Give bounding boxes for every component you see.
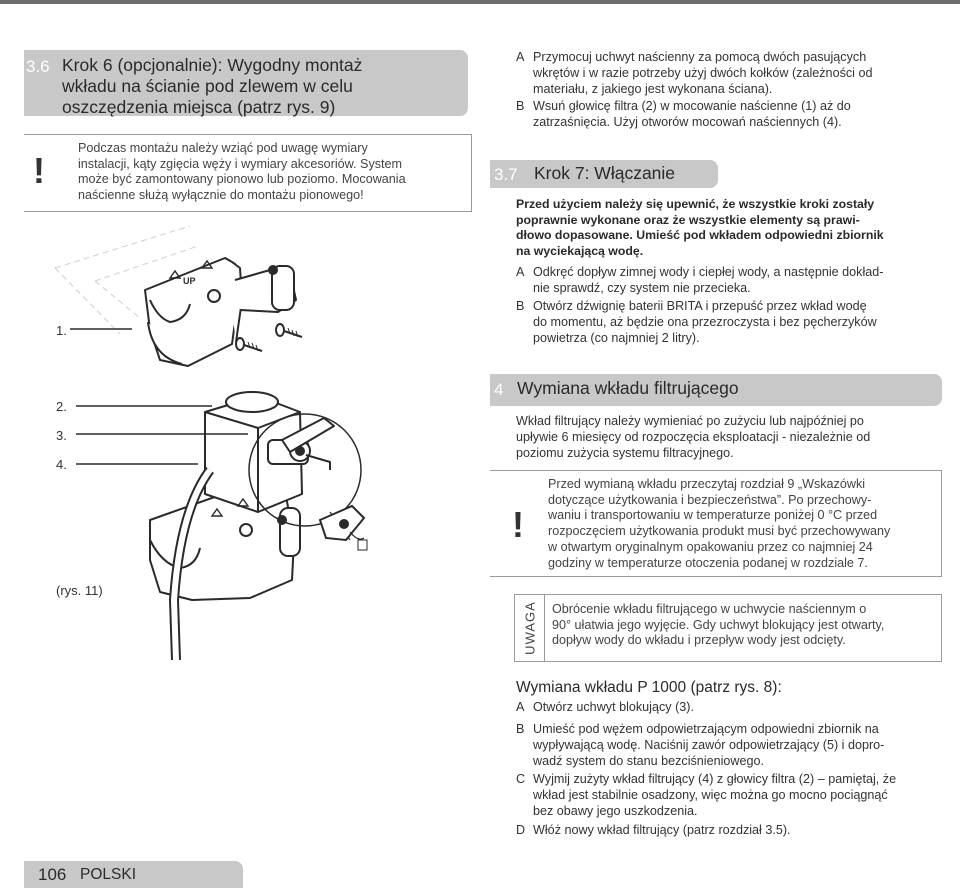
warning-line: Podczas montażu należy wziąć pod uwagę wymiary (78, 141, 368, 155)
warning-line: Przed wymianą wkładu przeczytaj rozdział 9 „Wskazówki (548, 477, 866, 491)
warning-line: może być zamontowany pionowo lub poziomo. Mocowania (78, 172, 406, 187)
paragraph-line: Wkład filtrujący należy wymieniać po zużyciu lub najpóźniej po (516, 414, 864, 428)
step-line: Włóż nowy wkład filtrujący (patrz rozdział 3.5). (533, 823, 791, 837)
step-letter: B (516, 299, 525, 313)
step-line: materiału, z jakiego jest wykonana ściana). (533, 82, 773, 96)
step-line: wkład jest stabilnie osadzony, więc można go mocno pociągnąć (533, 788, 888, 802)
figure-label-3: 3. (56, 428, 67, 443)
note-label-text: UWAGA (522, 601, 537, 655)
note-line: dopływ wody do wkładu i przepływ wody jest odcięty. (552, 633, 846, 648)
section-number: 3.6 (26, 57, 50, 76)
step-line: do momentu, aż będzie ona przezroczysta i bez pęcherzyków (533, 315, 877, 329)
warning-line: waniu i transportowaniu w temperaturze poniżej 0 °C przed (548, 508, 878, 523)
step-line: Przymocuj uchwyt naścienny za pomocą dwóch pasujących (533, 50, 867, 64)
title-line: wkładu na ścianie pod zlewem w celu (62, 76, 353, 96)
warning-line: naścienne służą wyłącznie do montażu pionowego! (78, 188, 364, 203)
section-number: 3.7 (494, 165, 518, 184)
paragraph-line: poprawnie wykonane oraz że wszystkie elementy są prawi- (516, 212, 860, 227)
step-line: wadź system do stanu bezciśnieniowego. (533, 754, 765, 768)
footer-language: POLSKI (80, 866, 136, 883)
subheading: Wymiana wkładu P 1000 (patrz rys. 8): (516, 679, 782, 696)
intro-paragraph (516, 413, 946, 461)
section-number: 4 (494, 380, 504, 399)
paragraph-line: upływie 6 miesięcy od rozpoczęcia eksploatacji - niezależnie od (516, 430, 871, 444)
figure-caption: (rys. 11) (56, 583, 103, 598)
warning-line: dotyczące użytkowania i bezpieczeństwa”. Po przechowy- (548, 492, 872, 507)
step-letter: A (516, 700, 525, 714)
step-letter: C (516, 772, 526, 786)
warning-line: godziny w temperaturze otoczenia podanej w rozdziale 7. (548, 555, 868, 570)
note-line: Obrócenie wkładu filtrującego w uchwycie naściennym o (552, 602, 867, 616)
step-line: wypływającą wodę. Naciśnij zawór odpowietrzający (5) i dopro- (533, 738, 885, 752)
paragraph-line: poziomu zużycia systemu filtracyjnego. (516, 446, 734, 460)
step-line: Otwórz dźwignię baterii BRITA i przepuść przez wkład wodę (533, 299, 867, 313)
step-line: Wyjmij zużyty wkład filtrujący (4) z głowicy filtra (2) – pamiętaj, że (533, 772, 897, 786)
figure-label-1: 1. (56, 323, 67, 338)
step-line: powietrza (co najmniej 2 litry). (533, 331, 700, 345)
step-letter: A (516, 265, 525, 279)
paragraph-line: Przed użyciem należy się upewnić, że wszystkie kroki zostały (516, 197, 875, 211)
warning-line: instalacji, kąty zgięcia węży i wymiary akcesoriów. System (78, 156, 403, 171)
warning-text (548, 477, 938, 571)
step-line: Umieść pod wężem odpowietrzającym odpowiedni zbiornik na (533, 722, 879, 736)
wall-mount-illustration (0, 0, 480, 660)
note-line: 90° ułatwia jego wyjęcie. Gdy uchwyt blokujący jest otwarty, (552, 617, 885, 632)
step-letter: B (516, 99, 525, 113)
title-line: Krok 6 (opcjonalnie): Wygodny montaż (62, 55, 363, 75)
figure-label-4: 4. (56, 457, 67, 472)
exclamation-icon: ! (33, 150, 45, 191)
title-line: oszczędzenia miejsca (patrz rys. 9) (62, 97, 336, 117)
step-line: nie sprawdź, czy system nie przecieka. (533, 281, 751, 295)
up-text: UP (183, 276, 196, 286)
page-number: 106 (38, 865, 67, 884)
step-line: Odkręć dopływ zimnej wody i ciepłej wody, a następnie dokład- (533, 265, 884, 279)
step-line: Wsuń głowicę filtra (2) w mocowanie naścienne (1) aż do (533, 99, 851, 113)
section-title: Wymiana wkładu filtrującego (517, 378, 739, 398)
section-title: Krok 7: Włączanie (534, 163, 676, 183)
warning-line: rozpoczęciem użytkowania produkt musi być przechowywany (548, 524, 891, 539)
step-line: bez obawy jego uszkodzenia. (533, 804, 698, 818)
warning-line: w otwartym oryginalnym opakowaniu przez co najmniej 24 (548, 539, 873, 554)
intro-paragraph (516, 197, 946, 259)
step-letter: A (516, 50, 525, 64)
paragraph-line: na wyciekającą wodę. (516, 243, 644, 258)
note-text (552, 602, 937, 649)
paragraph-line: dłowo dopasowane. Umieść pod wkładem odpowiedni zbiornik (516, 228, 884, 242)
step-line: Otwórz uchwyt blokujący (3). (533, 700, 694, 714)
figure-label-2: 2. (56, 399, 67, 414)
exclamation-icon: ! (512, 504, 524, 545)
step-letter: B (516, 722, 525, 736)
step-letter: D (516, 823, 526, 837)
step-line: zatrzaśnięcia. Użyj otworów mocowań naściennych (4). (533, 115, 842, 129)
step-line: wkrętów i w razie potrzeby użyj dwóch kołków (zależności od (533, 66, 873, 80)
note-label (515, 595, 545, 661)
